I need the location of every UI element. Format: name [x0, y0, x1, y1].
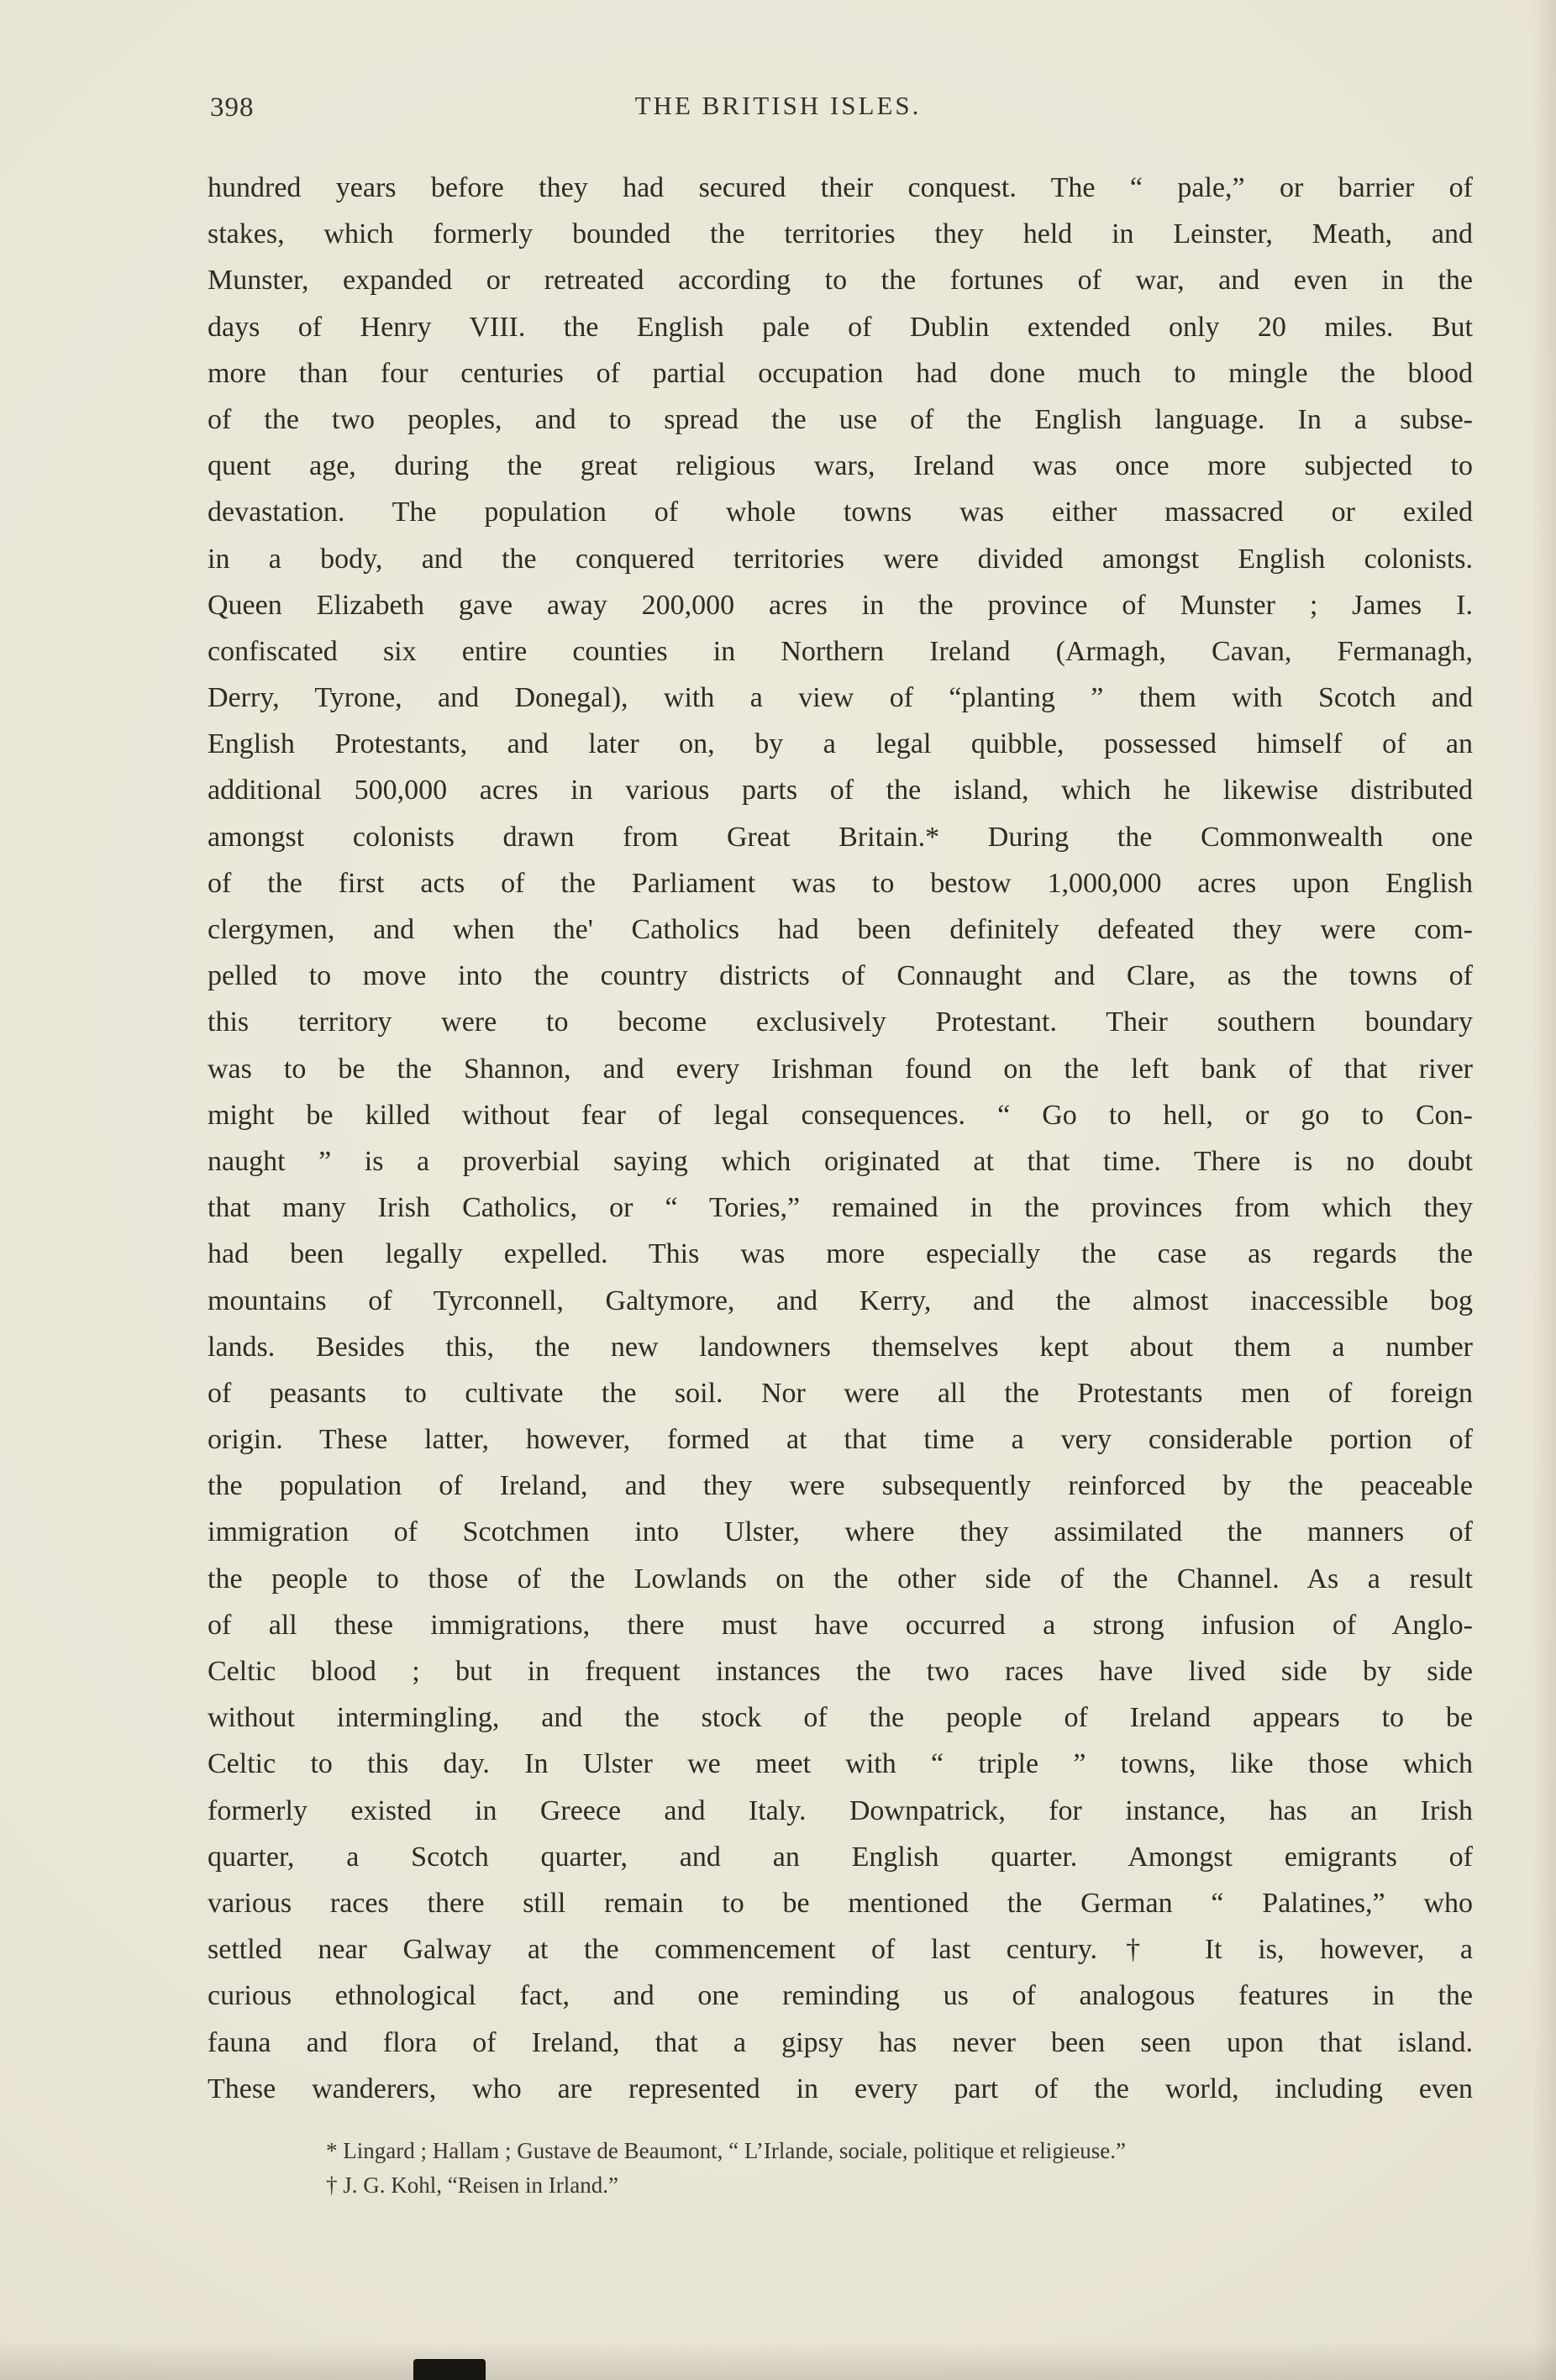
body-line: origin. These latter, however, formed at that time a very considerable portion of	[208, 1424, 1473, 1456]
body-line: in a body, and the conquered territories were divided amongst English colonists.	[208, 543, 1473, 575]
body-line: formerly existed in Greece and Italy. Downpatrick, for instance, has an Irish	[208, 1794, 1473, 1826]
body-line: English Protestants, and later on, by a legal quibble, possessed himself of an	[208, 728, 1473, 760]
body-line: of peasants to cultivate the soil. Nor were all the Protestants men of foreign	[208, 1377, 1473, 1409]
page-number: 398	[210, 92, 255, 123]
body-line: These wanderers, who are represented in every part of the world, including even	[208, 2073, 1473, 2104]
body-line: might be killed without fear of legal consequences. “ Go to hell, or go to Con-	[208, 1099, 1473, 1131]
body-line: this territory were to become exclusively Protestant. Their southern boundary	[208, 1006, 1473, 1038]
body-line: Celtic to this day. In Ulster we meet with “ triple ” towns, like those which	[208, 1748, 1473, 1780]
body-line: the population of Ireland, and they were subsequently reinforced by the peaceable	[208, 1470, 1473, 1502]
body-line: immigration of Scotchmen into Ulster, where they assimilated the manners of	[208, 1516, 1473, 1548]
body-line: curious ethnological fact, and one reminding us of analogous features in the	[208, 1980, 1473, 2012]
scan-artifact	[413, 2359, 486, 2380]
body-line: that many Irish Catholics, or “ Tories,” remained in the provinces from which they	[208, 1192, 1473, 1224]
page-title: THE BRITISH ISLES.	[634, 91, 922, 120]
body-line: of the two peoples, and to spread the use of the English language. In a subse-	[208, 403, 1473, 435]
body-line: Queen Elizabeth gave away 200,000 acres in the province of Munster ; James I.	[208, 589, 1473, 621]
body-line: naught ” is a proverbial saying which originated at that time. There is no doubt	[208, 1145, 1473, 1177]
body-line: fauna and flora of Ireland, that a gipsy has never been seen upon that island.	[208, 2026, 1473, 2058]
page-edge-shadow	[0, 2341, 1556, 2380]
body-line: confiscated six entire counties in Northern Ireland (Armagh, Cavan, Fermanagh,	[208, 635, 1473, 667]
footnote: * Lingard ; Hallam ; Gustave de Beaumont, “ L’Irlande, sociale, politique et religieuse.”	[326, 2138, 1126, 2163]
body-line: Munster, expanded or retreated according to the fortunes of war, and even in the	[208, 265, 1473, 297]
running-head	[0, 91, 1556, 133]
body-line: without intermingling, and the stock of the people of Ireland appears to be	[208, 1702, 1473, 1734]
body-line: pelled to move into the country districts of Connaught and Clare, as the towns of	[208, 960, 1473, 992]
body-line: the people to those of the Lowlands on the other side of the Channel. As a result	[208, 1563, 1473, 1595]
body-line: amongst colonists drawn from Great Britain.* During the Commonwealth one	[208, 821, 1473, 853]
body-line: days of Henry VIII. the English pale of Dublin extended only 20 miles. But	[208, 311, 1473, 343]
body-line: more than four centuries of partial occupation had done much to mingle the blood	[208, 357, 1473, 389]
footnotes	[326, 2134, 1477, 2203]
body-line: Celtic blood ; but in frequent instances the two races have lived side by side	[208, 1656, 1473, 1687]
body-line: mountains of Tyrconnell, Galtymore, and Kerry, and the almost inaccessible bog	[208, 1285, 1473, 1316]
body-line: devastation. The population of whole towns was either massacred or exiled	[208, 496, 1473, 528]
body-line: of all these immigrations, there must have occurred a strong infusion of Anglo-	[208, 1609, 1473, 1641]
body-line: various races there still remain to be mentioned the German “ Palatines,” who	[208, 1887, 1473, 1919]
body-line: stakes, which formerly bounded the territories they held in Leinster, Meath, and	[208, 218, 1473, 250]
body-line: additional 500,000 acres in various parts of the island, which he likewise distributed	[208, 775, 1473, 806]
body-line: settled near Galway at the commencement of last century.† It is, however, a	[208, 1934, 1473, 1966]
body-line: lands. Besides this, the new landowners themselves kept about them a number	[208, 1331, 1473, 1363]
body-line: hundred years before they had secured their conquest. The “ pale,” or barrier of	[208, 172, 1473, 203]
body-line: clergymen, and when the' Catholics had been definitely defeated they were com-	[208, 914, 1473, 945]
body-line: of the first acts of the Parliament was to bestow 1,000,000 acres upon English	[208, 867, 1473, 899]
page-body	[208, 165, 1473, 2112]
body-line: quarter, a Scotch quarter, and an English quarter. Amongst emigrants of	[208, 1841, 1473, 1873]
body-line: was to be the Shannon, and every Irishman found on the left bank of that river	[208, 1053, 1473, 1085]
footnote: † J. G. Kohl, “Reisen in Irland.”	[326, 2172, 618, 2198]
body-line: quent age, during the great religious wars, Ireland was once more subjected to	[208, 450, 1473, 482]
body-line: had been legally expelled. This was more especially the case as regards the	[208, 1238, 1473, 1270]
body-line: Derry, Tyrone, and Donegal), with a view of “planting ” them with Scotch and	[208, 682, 1473, 714]
page-edge-shadow	[1532, 0, 1556, 2380]
